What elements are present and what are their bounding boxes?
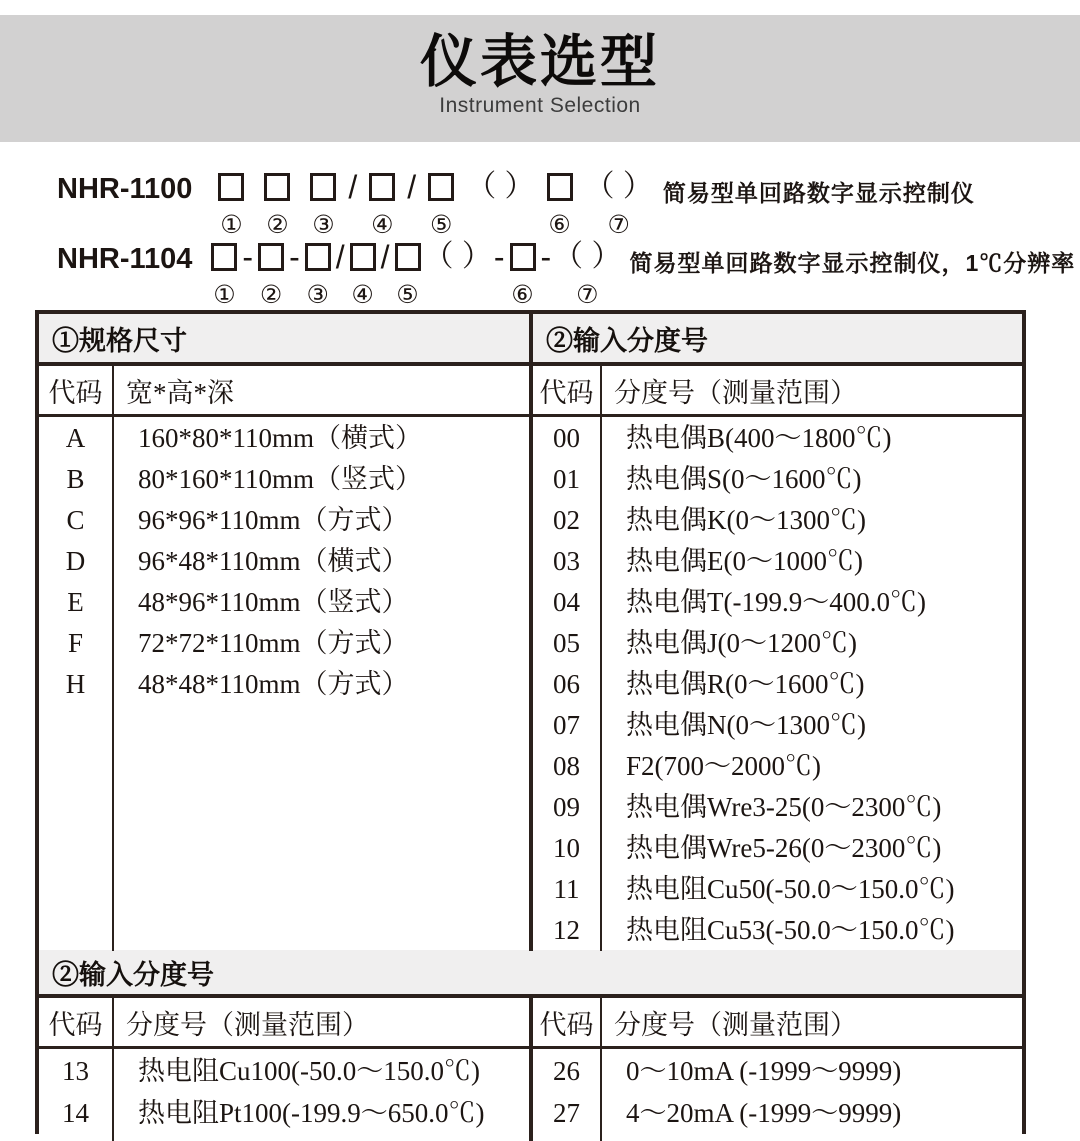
code-box xyxy=(369,170,395,204)
code-box-slot xyxy=(305,240,331,309)
spec-size-cell: 48*48*110mm（方式） xyxy=(138,669,409,699)
graduation-code-cell: 01 xyxy=(553,464,580,494)
spec-size-cell: 96*96*110mm（方式） xyxy=(138,505,409,535)
graduation-code-cell: 07 xyxy=(553,710,580,740)
spec-code-cell: A xyxy=(65,423,86,453)
paren-slot xyxy=(553,240,621,309)
code-separator-glyph: - xyxy=(242,239,254,275)
graduation-range-cell: 热电阻Cu50(-50.0～150.0℃) xyxy=(626,874,955,904)
model-code-tokens xyxy=(208,170,654,239)
column-header-code: 代码 xyxy=(533,998,602,1046)
page-subtitle: Instrument Selection xyxy=(439,94,641,117)
model-number: NHR-1104 xyxy=(57,243,193,275)
code-box-glyph xyxy=(305,243,331,271)
separator xyxy=(492,240,507,309)
spec-size-cell: 160*80*110mm（横式） xyxy=(138,423,423,453)
code-box-slot xyxy=(211,240,237,309)
code-box xyxy=(264,170,290,204)
column-header-row-bottom xyxy=(39,998,1022,1049)
model-code-tokens xyxy=(208,240,621,309)
code-separator-glyph: （ ） xyxy=(423,240,492,273)
graduation-code-cell: 12 xyxy=(553,915,580,945)
spec-code-cell: B xyxy=(66,464,85,494)
column-header-size: 宽*高*深 xyxy=(114,366,533,414)
code-box-glyph xyxy=(218,173,244,201)
code-separator-glyph: / xyxy=(380,239,390,275)
graduation-range-cell: 热电偶E(0～1000℃) xyxy=(626,546,863,576)
code-box-glyph xyxy=(350,243,376,271)
circled-number: ⑥ xyxy=(548,210,571,239)
code-box-slot xyxy=(310,170,336,239)
column-header-code: 代码 xyxy=(39,998,114,1046)
circled-number: ⑦ xyxy=(607,210,630,239)
graduation-code-cell: 11 xyxy=(553,874,580,904)
separator xyxy=(379,240,392,309)
spec-size-cell: 48*96*110mm（竖式） xyxy=(138,587,409,617)
circled-number: ⑥ xyxy=(511,280,534,309)
code-box-glyph xyxy=(264,173,290,201)
code-separator-glyph: （ ） xyxy=(466,170,535,203)
page-title: 仪表选型 xyxy=(420,30,660,94)
paren-slot xyxy=(585,170,653,239)
graduation-code-cell: 08 xyxy=(553,751,580,781)
circled-number: ④ xyxy=(371,210,394,239)
code-box-slot xyxy=(258,240,284,309)
graduation-code-cell: 04 xyxy=(553,587,580,617)
code-box-slot xyxy=(428,170,454,239)
spec-code-cell: E xyxy=(67,587,84,617)
circled-number: ③ xyxy=(306,280,329,309)
graduation-code-column xyxy=(39,1049,114,1141)
page-header xyxy=(0,15,1080,142)
graduation-code-column xyxy=(533,417,602,951)
table-section-header-row xyxy=(39,314,1022,366)
graduation-code-cell: 06 xyxy=(553,669,580,699)
graduation-range-cell: 热电偶Wre3-25(0～2300℃) xyxy=(626,792,942,822)
graduation-code-cell: 13 xyxy=(62,1056,89,1086)
graduation-code-cell: 02 xyxy=(553,505,580,535)
code-box-glyph xyxy=(547,173,573,201)
graduation-code-cell: 14 xyxy=(62,1098,89,1128)
spec-size-column xyxy=(114,417,533,951)
code-box xyxy=(350,240,376,274)
graduation-range-cell: 热电阻Cu100(-50.0～150.0℃) xyxy=(138,1056,480,1086)
code-box-slot xyxy=(369,170,395,239)
graduation-range-cell: 热电偶K(0～1300℃) xyxy=(626,505,866,535)
graduation-range-column xyxy=(602,417,1022,951)
code-box xyxy=(258,240,284,274)
code-box-slot xyxy=(350,240,376,309)
model-number: NHR-1100 xyxy=(57,173,193,205)
model-description: 简易型单回路数字显示控制仪，1℃分辨率 xyxy=(629,250,1076,276)
section-header-input-graduation: ②输入分度号 xyxy=(533,314,1022,362)
code-box-slot xyxy=(510,240,536,309)
circled-number: ⑤ xyxy=(429,210,453,239)
code-box xyxy=(211,240,237,274)
code-separator-glyph: - xyxy=(289,239,300,275)
code-box xyxy=(395,240,421,274)
code-box xyxy=(310,170,336,204)
column-header-graduation: 分度号（测量范围） xyxy=(614,1009,857,1040)
graduation-range-cell: 热电偶R(0～1600℃) xyxy=(626,669,865,699)
graduation-code-cell: 27 xyxy=(553,1098,580,1128)
code-box-glyph xyxy=(369,173,395,201)
graduation-range-column xyxy=(602,1049,1022,1141)
circled-number: ⑤ xyxy=(396,280,419,309)
column-header-graduation: 分度号（测量范围） xyxy=(614,377,857,408)
graduation-code-cell: 10 xyxy=(553,833,580,863)
graduation-code-cell: 05 xyxy=(553,628,580,658)
code-separator-glyph: （ ） xyxy=(553,240,622,273)
circled-number: ② xyxy=(259,280,283,309)
spec-size-cell: 72*72*110mm（方式） xyxy=(138,628,409,658)
code-box-slot xyxy=(395,240,421,309)
graduation-code-column xyxy=(533,1049,602,1141)
spec-code-column xyxy=(39,417,114,951)
table-body-bottom xyxy=(39,1049,1022,1141)
circled-number: ② xyxy=(266,210,289,239)
separator xyxy=(346,170,359,239)
graduation-range-cell: 热电偶Wre5-26(0～2300℃) xyxy=(626,833,942,863)
model-code-line-nhr-1104 xyxy=(57,240,1075,309)
code-box-glyph xyxy=(258,243,284,271)
code-box-glyph xyxy=(211,243,237,271)
graduation-range-column xyxy=(114,1049,533,1141)
circled-number: ① xyxy=(213,280,236,309)
code-box-slot xyxy=(547,170,573,239)
code-separator-glyph: （ ） xyxy=(584,170,653,203)
table-body-top xyxy=(39,417,1022,950)
code-box-glyph xyxy=(395,243,421,271)
spec-code-cell: F xyxy=(67,628,84,658)
graduation-range-cell: 热电阻Pt100(-199.9～650.0℃) xyxy=(138,1098,485,1128)
circled-number: ④ xyxy=(351,280,374,309)
graduation-range-cell: 热电阻Cu53(-50.0～150.0℃) xyxy=(626,915,955,945)
graduation-range-cell: 0～10mA (-1999～9999) xyxy=(626,1056,902,1086)
spec-size-cell: 80*160*110mm（竖式） xyxy=(138,464,423,494)
graduation-code-cell: 09 xyxy=(553,792,580,822)
circled-number: ③ xyxy=(312,210,335,239)
graduation-range-cell: F2(700～2000℃) xyxy=(626,751,821,781)
graduation-code-cell: 26 xyxy=(553,1056,580,1086)
model-description: 简易型单回路数字显示控制仪 xyxy=(662,180,975,206)
code-separator-glyph: / xyxy=(407,169,417,205)
column-header-code: 代码 xyxy=(39,366,114,414)
section-header-spec-size: ①规格尺寸 xyxy=(39,314,533,362)
graduation-range-cell: 4～20mA (-1999～9999) xyxy=(626,1098,902,1128)
code-box-glyph xyxy=(510,243,536,271)
spec-code-cell: H xyxy=(65,669,86,699)
separator xyxy=(240,240,255,309)
graduation-range-cell: 热电偶B(400～1800℃) xyxy=(626,423,892,453)
model-code-line-nhr-1100 xyxy=(57,170,975,239)
column-header-row xyxy=(39,366,1022,417)
circled-number: ⑦ xyxy=(576,280,599,309)
graduation-range-cell: 热电偶J(0～1200℃) xyxy=(626,628,857,658)
code-box xyxy=(428,170,454,204)
section-header-input-graduation-2: ②输入分度号 xyxy=(39,950,1022,998)
code-box-slot xyxy=(264,170,290,239)
code-box xyxy=(218,170,244,204)
code-separator-glyph: - xyxy=(540,239,552,275)
graduation-range-cell: 热电偶N(0～1300℃) xyxy=(626,710,866,740)
code-separator-glyph: / xyxy=(335,239,345,275)
column-header-graduation: 分度号（测量范围） xyxy=(114,998,533,1046)
code-box-slot xyxy=(218,170,244,239)
code-box-glyph xyxy=(428,173,454,201)
spec-code-cell: D xyxy=(65,546,86,576)
graduation-range-cell: 热电偶S(0～1600℃) xyxy=(626,464,862,494)
code-separator-glyph: - xyxy=(493,239,505,275)
separator xyxy=(539,240,554,309)
code-box xyxy=(510,240,536,274)
code-box xyxy=(547,170,573,204)
spec-code-cell: C xyxy=(66,505,85,535)
paren-slot xyxy=(424,240,492,309)
code-box-glyph xyxy=(310,173,336,201)
code-box xyxy=(305,240,331,274)
spec-size-cell: 96*48*110mm（横式） xyxy=(138,546,409,576)
graduation-code-cell: 00 xyxy=(553,423,580,453)
circled-number: ① xyxy=(220,210,243,239)
graduation-code-cell: 03 xyxy=(553,546,580,576)
selection-table xyxy=(35,310,1026,1134)
graduation-range-cell: 热电偶T(-199.9～400.0℃) xyxy=(626,587,926,617)
column-header-code: 代码 xyxy=(533,366,602,414)
separator xyxy=(287,240,302,309)
separator xyxy=(334,240,347,309)
separator xyxy=(405,170,418,239)
code-separator-glyph: / xyxy=(348,169,358,205)
paren-slot xyxy=(466,170,534,239)
